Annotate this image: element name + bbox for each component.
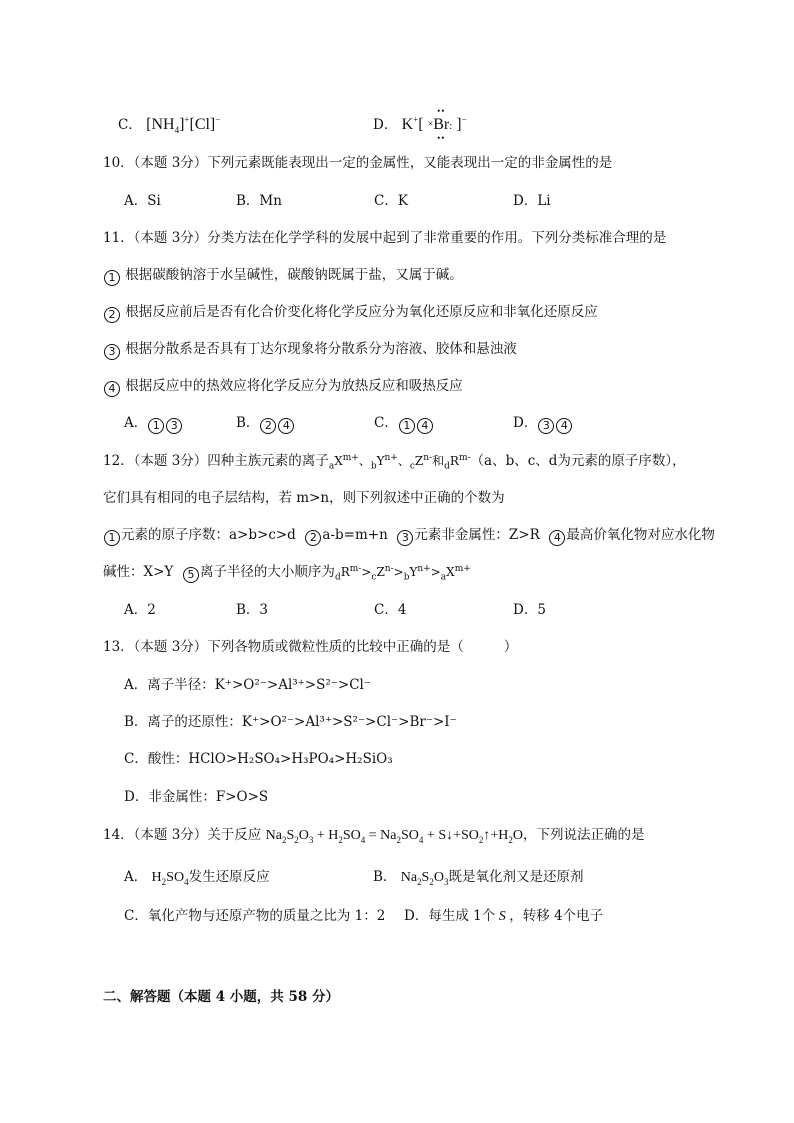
q11-statement-1: 1 根据碳酸钠溶于水呈碱性，碳酸钠既属于盐，又属于碱。 bbox=[103, 266, 463, 286]
q9-option-d-formula: K+[ × •• Br •• : ]− bbox=[401, 106, 467, 143]
circled-5-icon: 5 bbox=[183, 567, 199, 583]
q14-option-a[interactable]: A． $H_2SO_4$发生还原反应 bbox=[124, 869, 270, 887]
q12-option-d[interactable]: D．5 bbox=[513, 602, 546, 618]
na2s2o3-formula: $Na_2S_2O_3$ bbox=[400, 870, 449, 887]
q12-stem-2: 它们具有相同的电子层结构，若 m>n，则下列叙述中正确的个数为 bbox=[103, 490, 505, 506]
q10-stem: 10．（本题 3分）下列元素既能表现出一定的金属性，又能表现出一定的非金属性的是 bbox=[103, 155, 613, 171]
circled-4-icon: 4 bbox=[417, 418, 433, 434]
q11-option-a[interactable]: A． 1 3 bbox=[124, 414, 183, 434]
section-2-heading: 二、解答题（本题 4 小题，共 58 分） bbox=[103, 989, 339, 1005]
q13-option-c[interactable]: C．酸性：HClO>H₂SO₄>H₃PO₄>H₂SiO₃ bbox=[124, 751, 393, 767]
q13-option-a[interactable]: A．离子半径：K⁺>O²⁻>Al³⁺>S²⁻>Cl⁻ bbox=[124, 677, 371, 693]
option-label: C． bbox=[118, 117, 142, 133]
q12-items: 1 元素的原子序数：a>b>c>d 2 a-b=m+n 3 元素非金属性：Z>R 4 最高价氧化物对应水化物 bbox=[103, 526, 715, 546]
q12-stem: 12．（本题 3分）四种主族元素的离子$_aX^{m+}$、$_bY^{n+}$、$_cZ^{n-}$和$_dR^{m-}(a$、b、c、d为元素的原子序数）， bbox=[103, 453, 686, 472]
q10-option-c[interactable]: C．K bbox=[374, 193, 408, 209]
q13-stem: 13．（本题 3分）下列各物质或微粒性质的比较中正确的是（ ） bbox=[103, 639, 518, 655]
q11-option-c[interactable]: C． 1 4 bbox=[374, 414, 434, 434]
circled-2-icon: 2 bbox=[260, 418, 276, 434]
ion-order: $_dR^{m-}>_cZ^{n-}>_bY^{n+}>_aX^{m+}$ bbox=[334, 564, 471, 583]
circled-2-icon: 2 bbox=[104, 307, 120, 323]
q12-option-c[interactable]: C．4 bbox=[374, 602, 407, 618]
q10-option-b[interactable]: B．Mn bbox=[236, 193, 282, 209]
q14-option-b[interactable]: B． $Na_2S_2O_3$既是氧化剂又是还原剂 bbox=[373, 869, 584, 887]
circled-3-icon: 3 bbox=[397, 530, 413, 546]
circled-1-icon: 1 bbox=[104, 270, 120, 286]
circled-4-icon: 4 bbox=[556, 418, 572, 434]
q9-option-c-formula: $[NH_4]^+[Cl]^-$ bbox=[146, 114, 221, 136]
circled-1-icon: 1 bbox=[148, 418, 164, 434]
q13-option-b[interactable]: B．离子的还原性：K⁺>O²⁻>Al³⁺>S²⁻>Cl⁻>Br⁻>I⁻ bbox=[124, 714, 457, 730]
q11-option-d[interactable]: D． 3 4 bbox=[513, 414, 573, 434]
option-label: D． bbox=[373, 117, 398, 133]
q12-option-a[interactable]: A．2 bbox=[124, 602, 156, 618]
ion-z: $_cZ^{n-}$和 bbox=[409, 453, 445, 472]
q11-statement-2: 2 根据反应前后是否有化合价变化将化学反应分为氧化还原反应和非氧化还原反应 bbox=[103, 303, 598, 323]
circled-3-icon: 3 bbox=[166, 418, 182, 434]
q9-option-c[interactable] bbox=[118, 116, 220, 134]
q13-option-d[interactable]: D．非金属性：F>O>S bbox=[124, 789, 269, 805]
q12-option-b[interactable]: B．3 bbox=[236, 602, 269, 618]
circled-1-icon: 1 bbox=[399, 418, 415, 434]
q10-option-d[interactable]: D．Li bbox=[513, 193, 551, 209]
ion-r: $_dR^{m-}$ bbox=[444, 453, 471, 472]
circled-4-icon: 4 bbox=[104, 381, 120, 397]
q11-stem: 11．（本题 3分）分类方法在化学学科的发展中起到了非常重要的作用。下列分类标准合理的是 bbox=[103, 230, 667, 246]
ion-x: $_aX^{m+}$、 bbox=[328, 453, 371, 472]
q11-option-b[interactable]: B． 2 4 bbox=[236, 414, 295, 434]
sulfur-symbol: S bbox=[495, 909, 510, 924]
q14-option-d[interactable]: D．每生成 1个 S ，转移 4个电子 bbox=[404, 908, 604, 924]
q14-option-c[interactable]: C．氧化产物与还原产物的质量之比为 1：2 bbox=[124, 908, 386, 924]
ion-y: $_bY^{n+}$、 bbox=[370, 453, 410, 472]
q14-stem: 14．（本题 3分）关于反应 $Na_2S_2O_3 + H_2SO_4 = Na_2SO_4$ + $S↓+SO_2↑+H_2O$，下列说法正确的是 bbox=[103, 827, 645, 845]
q14-equation: $Na_2S_2O_3 + H_2SO_4 = Na_2SO_4$ + $S↓+SO_2↑+H_2O$ bbox=[265, 828, 524, 845]
q12-items-2: 碱性：X>Y 5 离子半径的大小顺序为$_dR^{m-}>_cZ^{n-}>_bY^{n+}>_aX^{m+}$ bbox=[103, 564, 471, 583]
h2so4-formula: $H_2SO_4$ bbox=[151, 870, 189, 887]
circled-3-icon: 3 bbox=[538, 418, 554, 434]
q10-option-a[interactable]: A．Si bbox=[124, 193, 161, 209]
circled-4-icon: 4 bbox=[278, 418, 294, 434]
q11-statement-3: 3 根据分散系是否具有丁达尔现象将分散系分为溶液、胶体和悬浊液 bbox=[103, 340, 517, 360]
q9-option-d[interactable] bbox=[373, 106, 467, 143]
circled-1-icon: 1 bbox=[104, 530, 120, 546]
q11-statement-4: 4 根据反应中的热效应将化学反应分为放热反应和吸热反应 bbox=[103, 377, 463, 397]
circled-2-icon: 2 bbox=[305, 530, 321, 546]
circled-4-icon: 4 bbox=[549, 530, 565, 546]
circled-3-icon: 3 bbox=[104, 344, 120, 360]
